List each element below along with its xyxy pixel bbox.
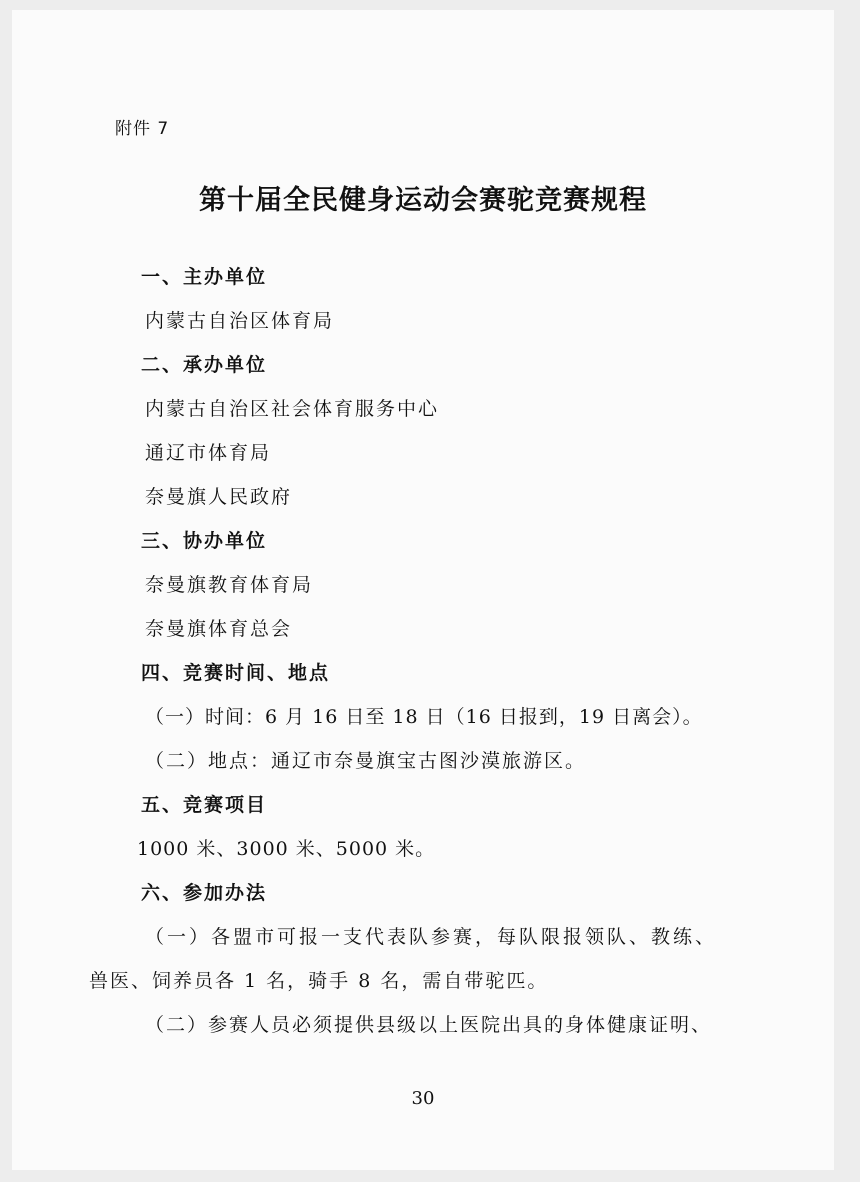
- paragraph-line: 1000 米、3000 米、5000 米。: [137, 838, 436, 860]
- paragraph-line: 奈曼旗人民政府: [145, 486, 293, 508]
- page-number: 30: [411, 1088, 435, 1109]
- paragraph-line: 通辽市体育局: [145, 442, 272, 464]
- paragraph-line: 兽医、饲养员各 1 名，骑手 8 名，需自带驼匹。: [89, 970, 549, 992]
- section-heading-time-place: 四、竞赛时间、地点: [141, 662, 331, 684]
- section-heading-co-organizer: 三、协办单位: [141, 530, 268, 552]
- paragraph-line: 奈曼旗教育体育局: [145, 574, 314, 596]
- section-heading-host: 二、承办单位: [141, 354, 268, 376]
- paragraph-line: （一）各盟市可报一支代表队参赛，每队限报领队、教练、: [145, 926, 718, 948]
- document-title: 第十届全民健身运动会赛驼竞赛规程: [199, 185, 647, 216]
- document-page: [12, 10, 834, 1170]
- section-heading-events: 五、竞赛项目: [141, 794, 268, 816]
- paragraph-line: 内蒙古自治区社会体育服务中心: [145, 398, 440, 420]
- paragraph-line: 内蒙古自治区体育局: [145, 310, 335, 332]
- paragraph-line: （二）地点：通辽市奈曼旗宝古图沙漠旅游区。: [145, 750, 587, 772]
- paragraph-line: （二）参赛人员必须提供县级以上医院出具的身体健康证明、: [145, 1014, 713, 1036]
- paragraph-line: 奈曼旗体育总会: [145, 618, 293, 640]
- attachment-label: 附件 7: [115, 119, 170, 139]
- section-heading-participation: 六、参加办法: [141, 882, 268, 904]
- section-heading-organizer: 一、主办单位: [141, 266, 268, 288]
- paragraph-line: （一）时间：6 月 16 日至 18 日（16 日报到，19 日离会）。: [145, 706, 703, 728]
